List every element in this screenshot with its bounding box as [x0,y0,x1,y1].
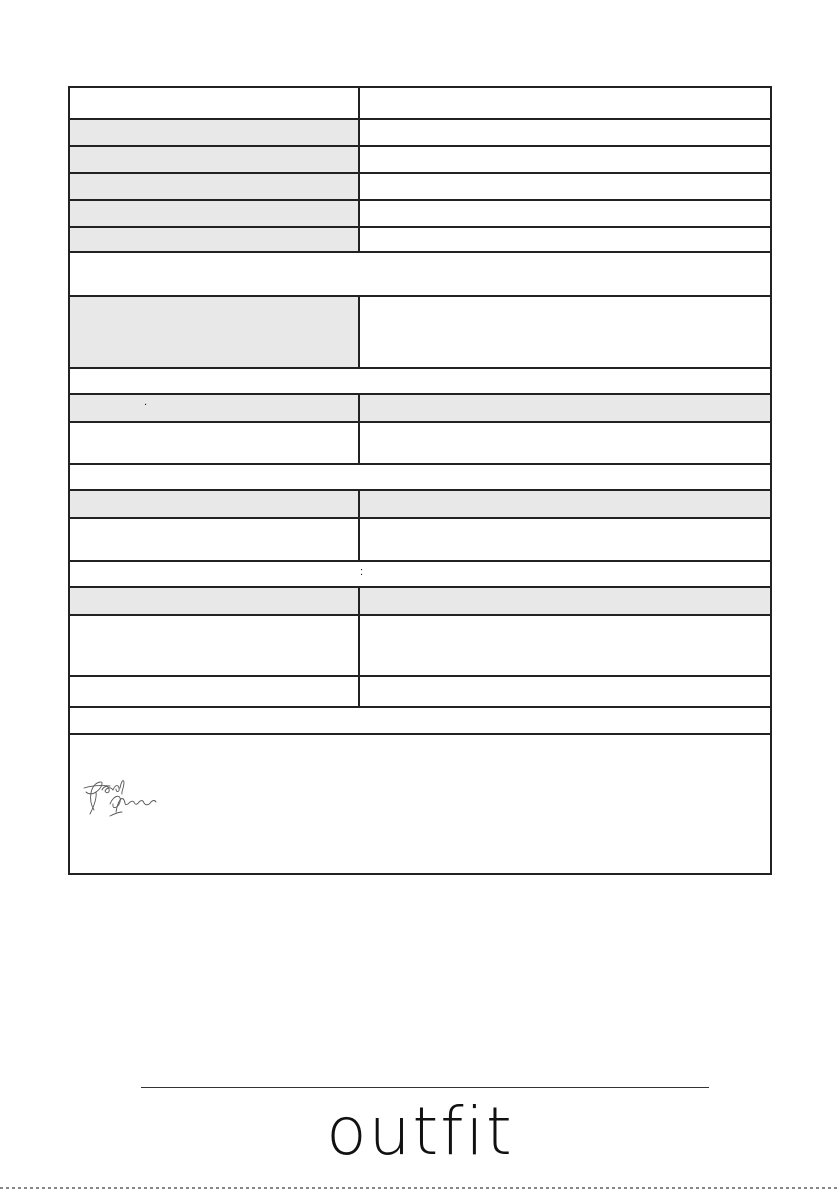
row-divider [70,586,770,588]
bottom-dashed-edge [0,1187,840,1189]
column-divider [358,586,360,708]
brand-logo: outfit [326,1093,514,1170]
row-divider [70,614,770,616]
row-divider [70,172,770,174]
row-divider [70,560,770,562]
label-cell [70,228,360,251]
label-cell [70,120,360,145]
row-divider [70,367,770,369]
signature-image [80,776,162,820]
label-cell [70,147,360,172]
row-divider [70,421,770,423]
row-divider [70,463,770,465]
row-divider [70,295,770,297]
form-table [68,86,772,875]
header-row [70,395,770,421]
row-divider [70,199,770,201]
row-divider [70,517,770,519]
row-divider [70,489,770,491]
column-divider [358,88,360,253]
colon-mark: : [360,566,364,578]
row-divider [70,118,770,120]
row-divider [70,675,770,677]
column-divider [358,489,360,562]
label-cell [70,201,360,226]
header-row [70,491,770,517]
row-divider [70,733,770,735]
row-divider [70,706,770,708]
label-cell [70,174,360,199]
column-divider [358,295,360,369]
label-cell [70,297,360,367]
dot-mark: . [144,396,148,408]
row-divider [70,393,770,395]
row-divider [70,226,770,228]
footer-rule [141,1087,709,1088]
row-divider [70,145,770,147]
row-divider [70,251,770,253]
column-divider [358,393,360,465]
header-row [70,588,770,614]
